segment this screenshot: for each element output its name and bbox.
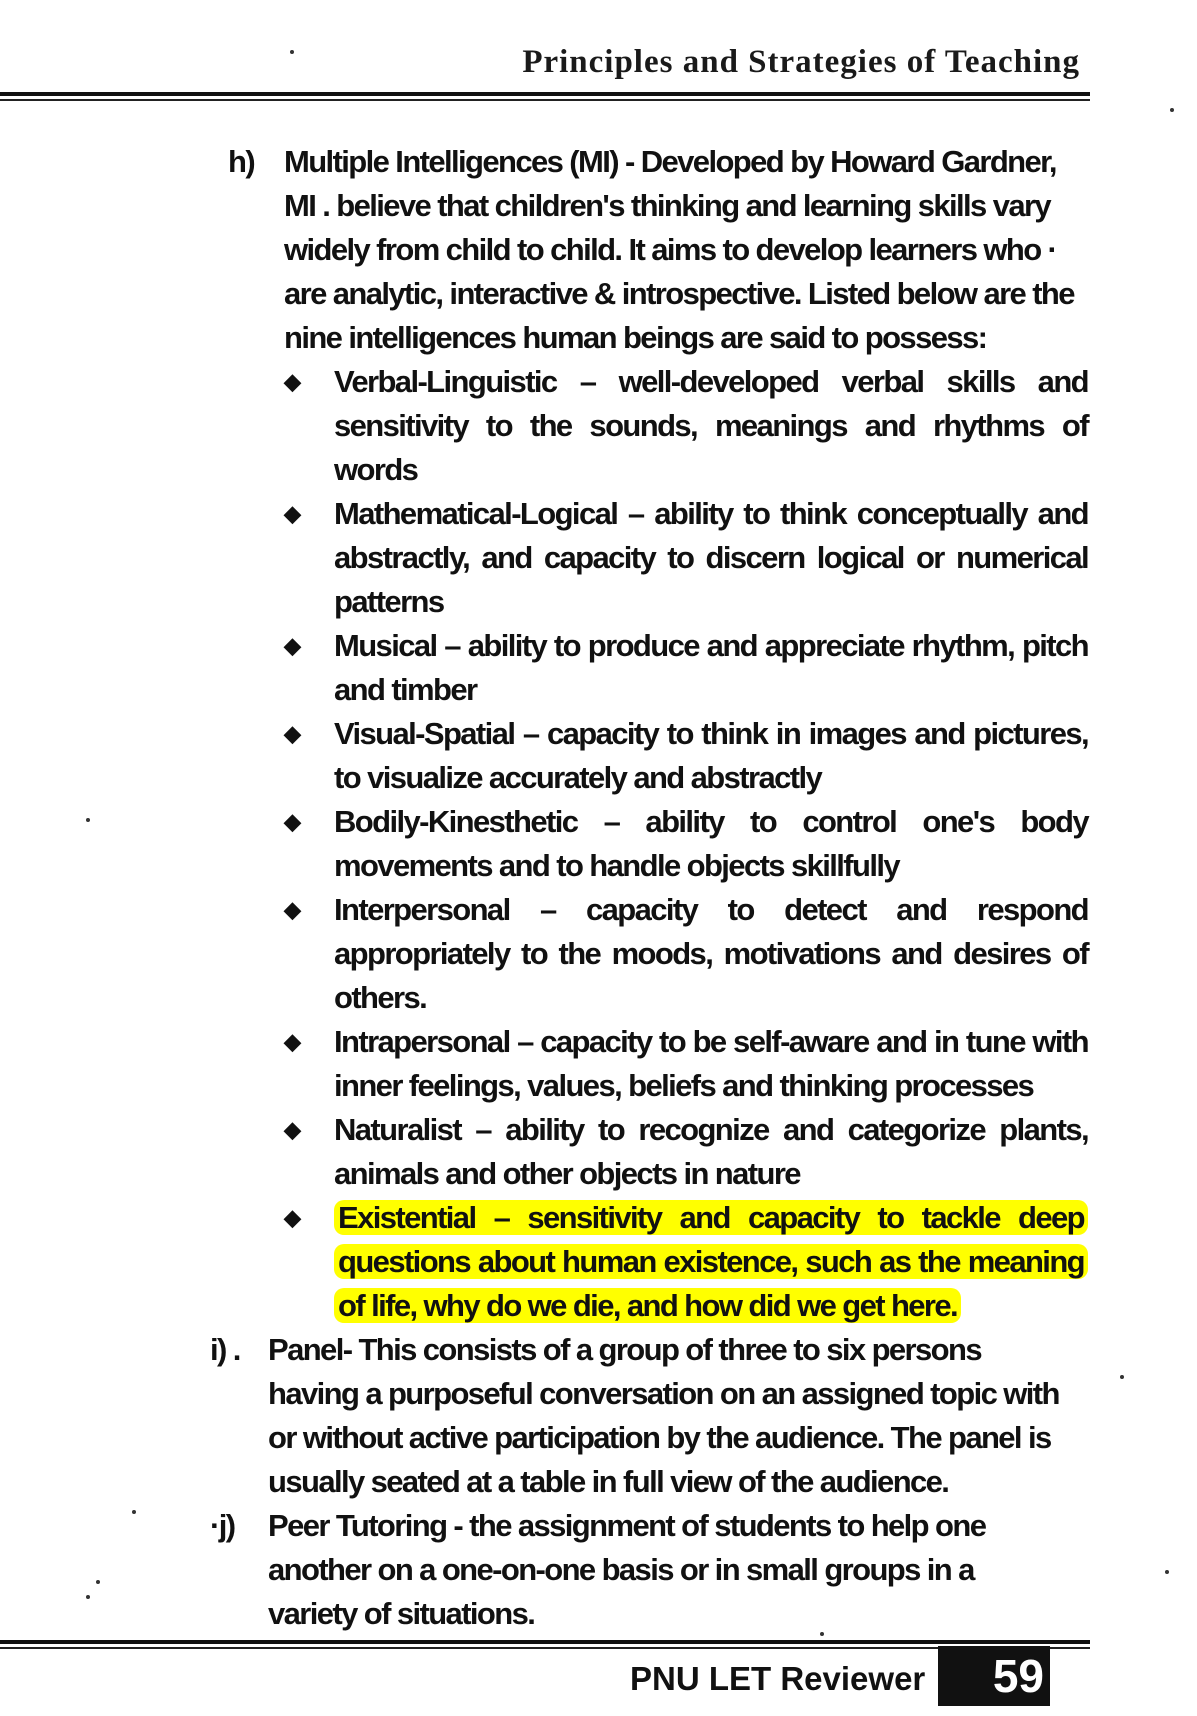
scan-speck (820, 1632, 824, 1636)
diamond-bullet-icon: ◆ (284, 1117, 300, 1142)
diamond-bullet-icon: ◆ (284, 501, 300, 526)
scan-speck (1120, 1375, 1124, 1379)
list-item-text: Mathematical-Logical – ability to think conceptually and abstractly, and capacity to discern logical or numerical patterns (334, 496, 1088, 619)
intelligences-list (284, 360, 1088, 1328)
list-item-text: Naturalist – ability to recognize and categorize plants, animals and other objects in nature (334, 1112, 1088, 1191)
list-item (284, 492, 1088, 624)
list-item-highlighted (284, 1196, 1088, 1328)
diamond-bullet-icon: ◆ (284, 721, 300, 746)
section-i-text: Panel- This consists of a group of three to six persons having a purposeful conversation on an assigned topic with or without active participation by the audience. The panel is usually seated at a table in full view of the audience. (268, 1332, 1059, 1499)
footer-rule-thin (0, 1647, 1090, 1649)
list-item-text: Intrapersonal – capacity to be self-aware and in tune with inner feelings, values, beliefs and thinking processes (334, 1024, 1088, 1103)
scan-speck (96, 1580, 100, 1584)
diamond-bullet-icon: ◆ (284, 369, 300, 394)
list-item-text: Interpersonal – capacity to detect and respond appropriately to the moods, motivations and desires of others. (334, 892, 1088, 1015)
list-item (284, 800, 1088, 888)
list-item (284, 624, 1088, 712)
diamond-bullet-icon: ◆ (284, 897, 300, 922)
section-h-marker: h) (228, 144, 255, 179)
list-item (284, 888, 1088, 1020)
list-item-text: Musical – ability to produce and appreciate rhythm, pitch and timber (334, 628, 1088, 707)
list-item (284, 1108, 1088, 1196)
diamond-bullet-icon: ◆ (284, 1029, 300, 1054)
list-item-text: Verbal-Linguistic – well-developed verbal skills and sensitivity to the sounds, meanings and rhythms of words (334, 364, 1088, 487)
page-body (0, 140, 1197, 1636)
running-header: Principles and Strategies of Teaching (522, 44, 1080, 80)
section-i (210, 1328, 1060, 1504)
diamond-bullet-icon: ◆ (284, 1205, 300, 1230)
diamond-bullet-icon: ◆ (284, 809, 300, 834)
list-item (284, 360, 1088, 492)
diamond-bullet-icon: ◆ (284, 633, 300, 658)
section-j-text: Peer Tutoring - the assignment of students to help one another on a one-on-one basis or in small groups in a variety of situations. (268, 1508, 986, 1631)
section-j-marker: ·j) (210, 1508, 235, 1543)
scan-speck (1170, 108, 1174, 112)
highlighted-text: Existential – sensitivity and capacity to tackle deep questions about human existence, such as the meaning of life, why do we die, and how did we get here. (334, 1200, 1088, 1323)
scan-speck (1165, 1570, 1169, 1574)
section-h (228, 140, 1088, 1328)
scan-speck (132, 1510, 136, 1514)
section-j (210, 1504, 1060, 1636)
list-item-text: Visual-Spatial – capacity to think in images and pictures, to visualize accurately and abstractly (334, 716, 1088, 795)
footer-title: PNU LET Reviewer (630, 1660, 926, 1697)
section-h-intro: Multiple Intelligences (MI) - Developed by Howard Gardner, MI . believe that children's thinking and learning skills vary widely from child to child. It aims to develop learners who · are analytic, interactive & introspective. Listed below are the nine intelligences human beings are said to possess: (284, 144, 1074, 355)
list-item (284, 1020, 1088, 1108)
highlight-wrapper (334, 1196, 1088, 1328)
header-rule (0, 92, 1090, 96)
footer-rule (0, 1640, 1090, 1644)
header-rule-thin (0, 99, 1090, 101)
page-number: 59 (938, 1646, 1050, 1706)
section-i-marker: i) . (210, 1332, 240, 1367)
list-item-text: Bodily-Kinesthetic – ability to control one's body movements and to handle objects skillfully (334, 804, 1088, 883)
scan-speck (86, 818, 90, 822)
list-item (284, 712, 1088, 800)
scan-speck (290, 50, 294, 54)
scan-speck (86, 1595, 90, 1599)
